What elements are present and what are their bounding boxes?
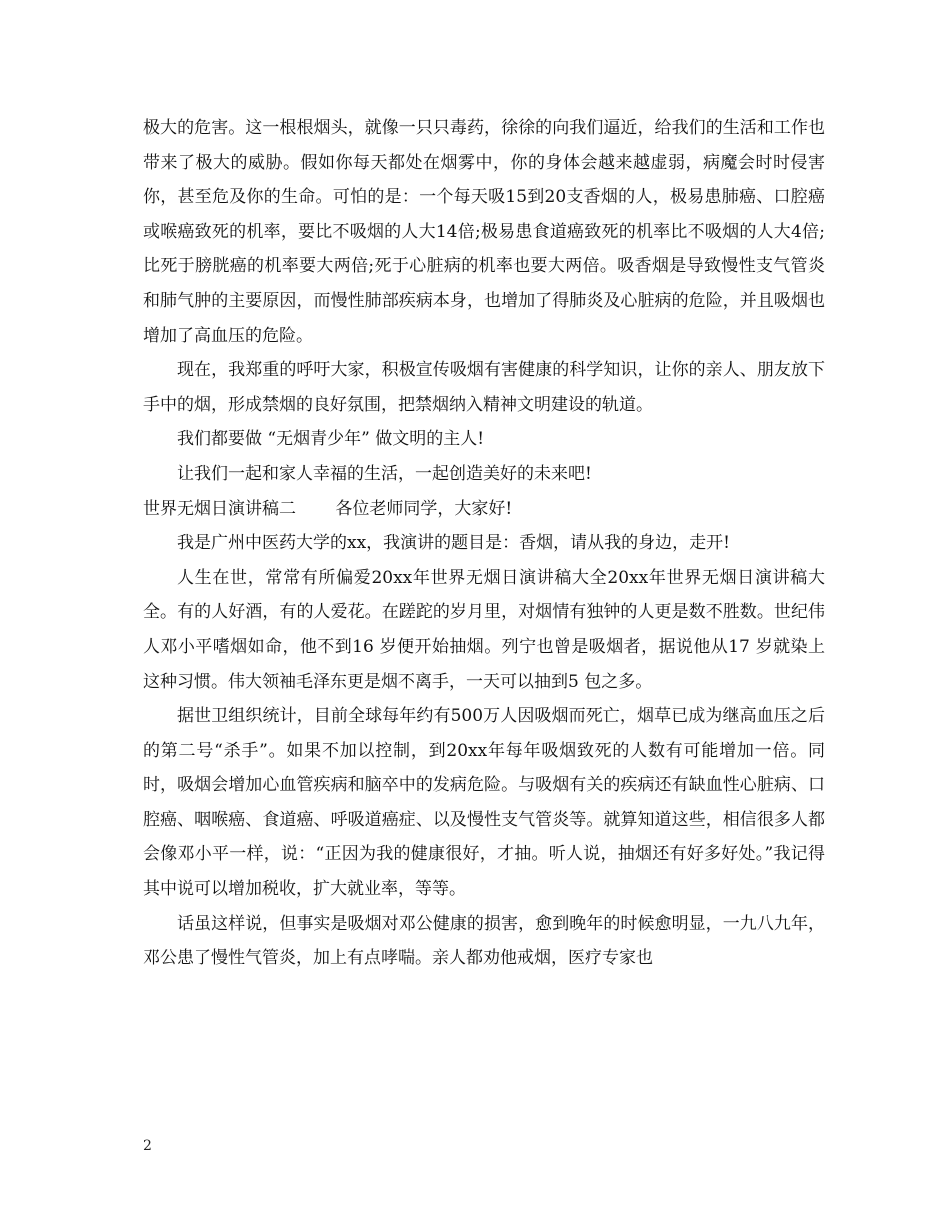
page-number: 2: [143, 1138, 152, 1154]
paragraph-appeal: 现在，我郑重的呼吁大家，积极宣传吸烟有害健康的科学知识，让你的亲人、朋友放下手中的烟，形成禁烟的良好氛围，把禁烟纳入精神文明建设的轨道。: [143, 360, 825, 415]
paragraph-health-hazards: 极大的危害。这一根根烟头，就像一只只毒药，徐徐的向我们逼近，给我们的生活和工作也带来了极大的威胁。假如你每天都处在烟雾中，你的身体会越来越虚弱，病魔会时时侵害你，甚至危及你的生命。可怕的是：一个每天吸15到20支香烟的人，极易患肺癌、口腔癌或喉癌致死的机率，要比不吸烟的人大14倍;极易患食道癌致死的机率比不吸烟的人大4倍;比死于膀胱癌的机率要大两倍;死于心脏病的机率也要大两倍。吸香烟是导致慢性支气管炎和肺气肿的主要原因，而慢性肺部疾病本身，也增加了得肺炎及心脏病的危险，并且吸烟也增加了高血压的危险。: [143, 118, 825, 346]
paragraph-deng-health: 话虽这样说，但事实是吸烟对邓公健康的损害，愈到晚年的时候愈明显，一九八九年，邓公患了慢性气管炎，加上有点哮喘。亲人都劝他戒烟，医疗专家也: [143, 913, 825, 969]
paragraph-introduction: 我是广州中医药大学的xx，我演讲的题目是：香烟，请从我的身边，走开!: [177, 533, 731, 554]
paragraph-smoking-habits: 人生在世，常常有所偏爱20xx年世界无烟日演讲稿大全20xx年世界无烟日演讲稿大全。有的人好酒，有的人爱花。在蹉跎的岁月里，对烟情有独钟的人更是数不胜数。世纪伟人邓小平嗜烟如命，他不到16 岁便开始抽烟。列宁也曾是吸烟者，据说他从17 岁就染上这种习惯。伟大领袖毛泽东更是烟不离手，一天可以抽到5 包之多。: [143, 567, 825, 692]
section-heading-speech-two: 世界无烟日演讲稿二 各位老师同学，大家好!: [143, 498, 513, 519]
paragraph-closing: 让我们一起和家人幸福的生活，一起创造美好的未来吧!: [177, 463, 592, 484]
document-body: [143, 111, 825, 976]
paragraph-who-statistics: 据世卫组织统计，目前全球每年约有500万人因吸烟而死亡，烟草已成为继高血压之后的第二号“杀手”。如果不加以控制，到20xx年每年吸烟致死的人数有可能增加一倍。同时，吸烟会增加心血管疾病和脑卒中的发病危险。与吸烟有关的疾病还有缺血性心脏病、口腔癌、咽喉癌、食道癌、呼吸道癌症、以及慢性支气管炎等。就算知道这些，相信很多人都会像邓小平一样，说：“正因为我的健康很好，才抽。听人说，抽烟还有好多好处。”我记得其中说可以增加税收，扩大就业率，等等。: [143, 706, 825, 900]
paragraph-slogan: 我们都要做 “无烟青少年” 做文明的主人!: [177, 429, 485, 450]
